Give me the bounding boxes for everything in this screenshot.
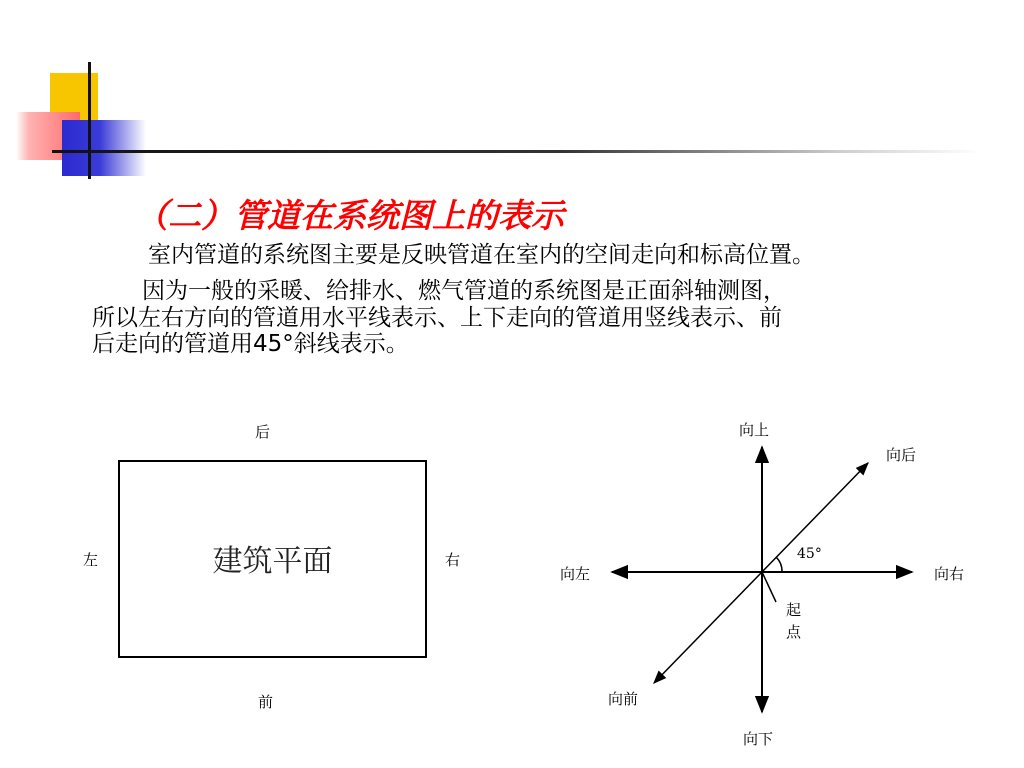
axis-label-front: 向前 [608,690,639,708]
building-plan-label: 建筑平面 [212,544,333,579]
paragraph-line-2: 因为一般的采暖、给排水、燃气管道的系统图是正面斜轴测图， [142,278,786,304]
axis-label-back: 向后 [886,446,917,464]
origin-label: 起 点 [786,601,802,641]
axis-label-down: 向下 [743,730,774,748]
angle-label: 45° [797,546,822,562]
axis-label-right: 向右 [934,565,965,583]
origin-pointer [762,572,776,602]
axis-label-up: 向上 [739,421,770,439]
paragraph-line-3: 所以左右方向的管道用水平线表示、上下走向的管道用竖线表示、前 [92,305,782,331]
axis-label-left: 向左 [560,565,591,583]
slide-title: （二）管道在系统图上的表示 [135,196,564,235]
plan-label-back: 后 [255,423,271,441]
plan-label-left: 左 [83,551,99,569]
paragraph-line-1: 室内管道的系统图主要是反映管道在室内的空间走向和标高位置。 [148,242,815,268]
angle-arc [776,557,782,572]
plan-label-right: 右 [445,551,461,569]
plan-label-front: 前 [258,693,274,711]
paragraph-line-4: 后走向的管道用45°斜线表示。 [92,331,409,357]
